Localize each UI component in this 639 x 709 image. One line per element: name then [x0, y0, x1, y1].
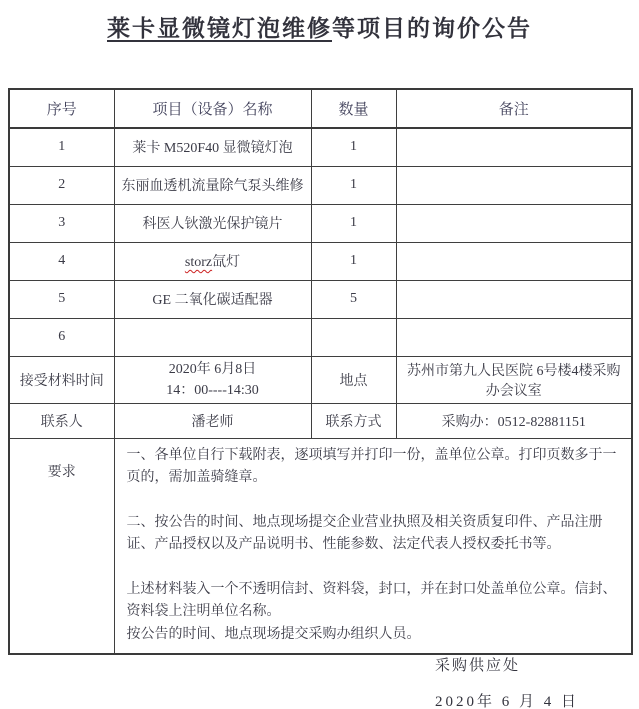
item-name-rest: 氙灯 [212, 255, 241, 270]
table-row [9, 128, 632, 166]
requirements-body [114, 438, 632, 654]
item-qty: 1 [311, 242, 396, 280]
item-qty: 1 [311, 204, 396, 242]
material-time-label: 接受材料时间 [9, 356, 114, 403]
item-no: 2 [9, 166, 114, 204]
item-no: 5 [9, 280, 114, 318]
col-header-name: 项目（设备）名称 [114, 89, 311, 128]
item-qty: 1 [311, 166, 396, 204]
item-no: 3 [9, 204, 114, 242]
page-title [0, 10, 639, 43]
item-note [396, 318, 632, 356]
requirement-paragraph-1: 一、各单位自行下载附表，逐项填写并打印一份，盖单位公章。打印页数多于一页的，需加盖骑缝章。 [126, 447, 617, 486]
material-time-hours: 14：00----14:30 [166, 382, 259, 398]
item-name [114, 318, 311, 356]
title-underlined-part: 莱卡显微镜灯泡维修 [107, 16, 332, 41]
signature-date: 2020年 6 月 4 日 [435, 694, 580, 709]
table-row [9, 166, 632, 204]
contact-label: 联系人 [9, 403, 114, 438]
requirement-paragraph-3: 上述材料装入一个不透明信封、资料袋，封口，并在封口处盖单位公章。信封、资料袋上注明单位名称。 [126, 581, 617, 620]
item-name: GE 二氧化碳适配器 [114, 280, 311, 318]
item-note [396, 242, 632, 280]
item-qty: 5 [311, 280, 396, 318]
item-no: 6 [9, 318, 114, 356]
place-value: 苏州市第九人民医院 6号楼4楼采购办会议室 [396, 356, 632, 403]
table-row [9, 204, 632, 242]
item-qty [311, 318, 396, 356]
contact-name: 潘老师 [114, 403, 311, 438]
requirement-paragraph-2: 二、按公告的时间、地点现场提交企业营业执照及相关资质复印件、产品注册证、产品授权以及产品说明书、性能参数、法定代表人授权委托书等。 [126, 514, 603, 553]
item-no: 4 [9, 242, 114, 280]
item-qty: 1 [311, 128, 396, 166]
requirements-label: 要求 [9, 438, 114, 654]
item-note [396, 166, 632, 204]
table-row [9, 242, 632, 280]
col-header-no: 序号 [9, 89, 114, 128]
col-header-note: 备注 [396, 89, 632, 128]
place-label: 地点 [311, 356, 396, 403]
material-time-row [9, 356, 632, 403]
signature-block [435, 654, 579, 709]
table-header-row [9, 89, 632, 128]
item-note [396, 128, 632, 166]
contact-method-value: 采购办：0512-82881151 [396, 403, 632, 438]
contact-method-label: 联系方式 [311, 403, 396, 438]
item-note [396, 204, 632, 242]
requirement-paragraph-4: 按公告的时间、地点现场提交采购办组织人员。 [126, 626, 421, 642]
item-name [114, 242, 311, 280]
contact-row [9, 403, 632, 438]
signature-department: 采购供应处 [435, 658, 521, 674]
table-row [9, 280, 632, 318]
item-note [396, 280, 632, 318]
table-row [9, 318, 632, 356]
title-rest-part: 等项目的询价公告 [332, 16, 532, 41]
item-name: 科医人钬激光保护镜片 [114, 204, 311, 242]
material-time-date: 2020年 6月8日 [168, 361, 257, 377]
material-time-value [114, 356, 311, 403]
announcement-page [0, 10, 639, 709]
inquiry-table [8, 88, 633, 655]
item-name: 东丽血透机流量除气泵头维修 [114, 166, 311, 204]
item-name: 莱卡 M520F40 显微镜灯泡 [114, 128, 311, 166]
item-name-spellchecked: storz [184, 255, 213, 270]
item-no: 1 [9, 128, 114, 166]
col-header-qty: 数量 [311, 89, 396, 128]
requirements-row [9, 438, 632, 654]
